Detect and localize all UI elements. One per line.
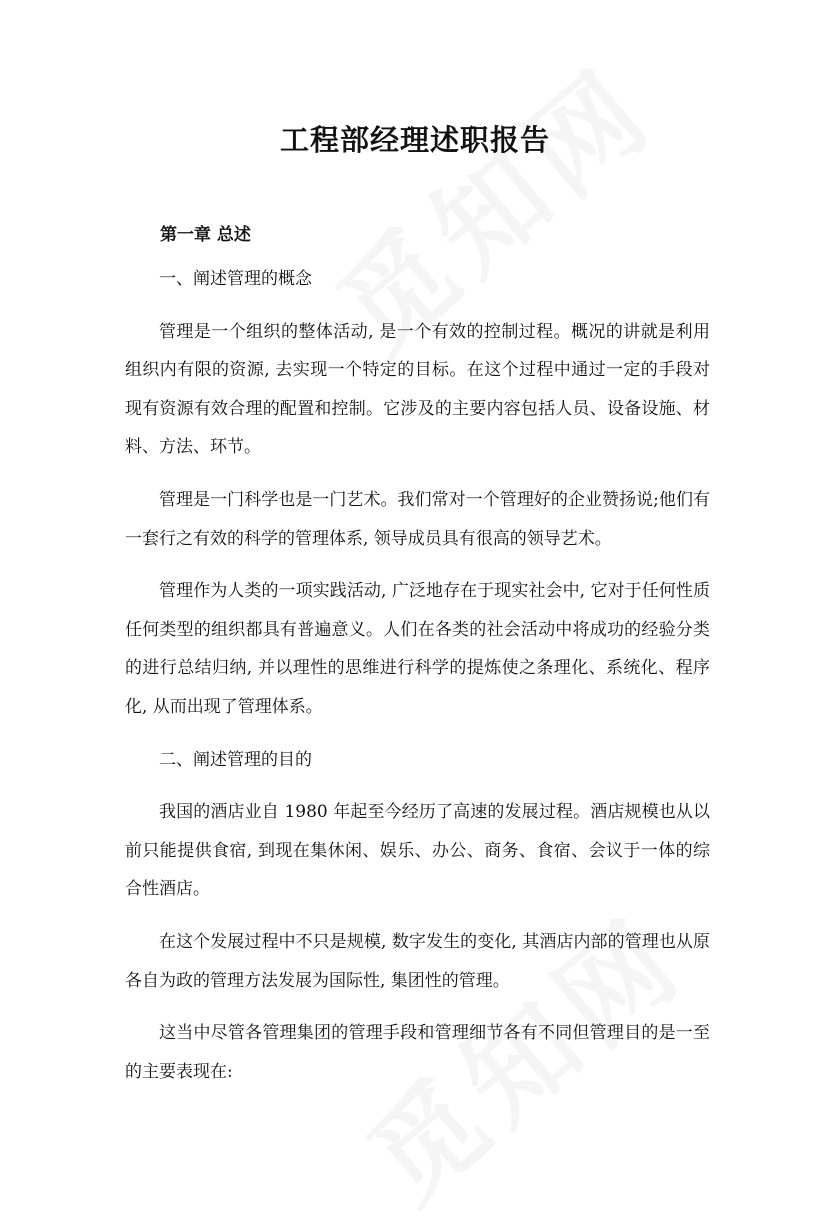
body-paragraph: 管理作为人类的一项实践活动, 广泛地存在于现实社会中, 它对于任何性质任何类型的组织都具有普遍意义。人们在各类的社会活动中将成功的经验分类的进行总结归纳, 并以理性的思维进行科学的提炼使之条理化、系统化、程序化, 从而出现了管理体系。 [125,581,710,717]
document-title: 工程部经理述职报告 [279,123,550,157]
body-paragraph: 我国的酒店业自 1980 年起至今经历了高速的发展过程。酒店规模也从以前只能提供食宿, 到现在集休闲、娱乐、办公、商务、食宿、会议于一体的综合性酒店。 [125,802,710,900]
section-heading: 二、阐述管理的目的 [159,749,312,770]
section-heading: 一、阐述管理的概念 [159,269,312,289]
document-body [125,260,710,1105]
body-paragraph: 管理是一个组织的整体活动, 是一个有效的控制过程。概况的讲就是利用组织内有限的资源, 去实现一个特定的目标。在这个过程中通过一定的手段对现有资源有效合理的配置和控制。它涉及的主要内容包括人员、设备设施、材料、方法、环节。 [125,321,710,458]
body-paragraph: 管理是一门科学也是一门艺术。我们常对一个管理好的企业赞扬说;他们有一套行之有效的科学的管理体系, 领导成员具有很高的领导艺术。 [125,489,710,549]
body-paragraph: 在这个发展过程中不只是规模, 数字发生的变化, 其酒店内部的管理也从原各自为政的管理方法发展为国际性, 集团性的管理。 [125,931,710,991]
body-paragraph: 这当中尽管各管理集团的管理手段和管理细节各有不同但管理目的是一至的主要表现在: [125,1023,710,1082]
chapter-heading: 第一章 总述 [160,225,251,245]
